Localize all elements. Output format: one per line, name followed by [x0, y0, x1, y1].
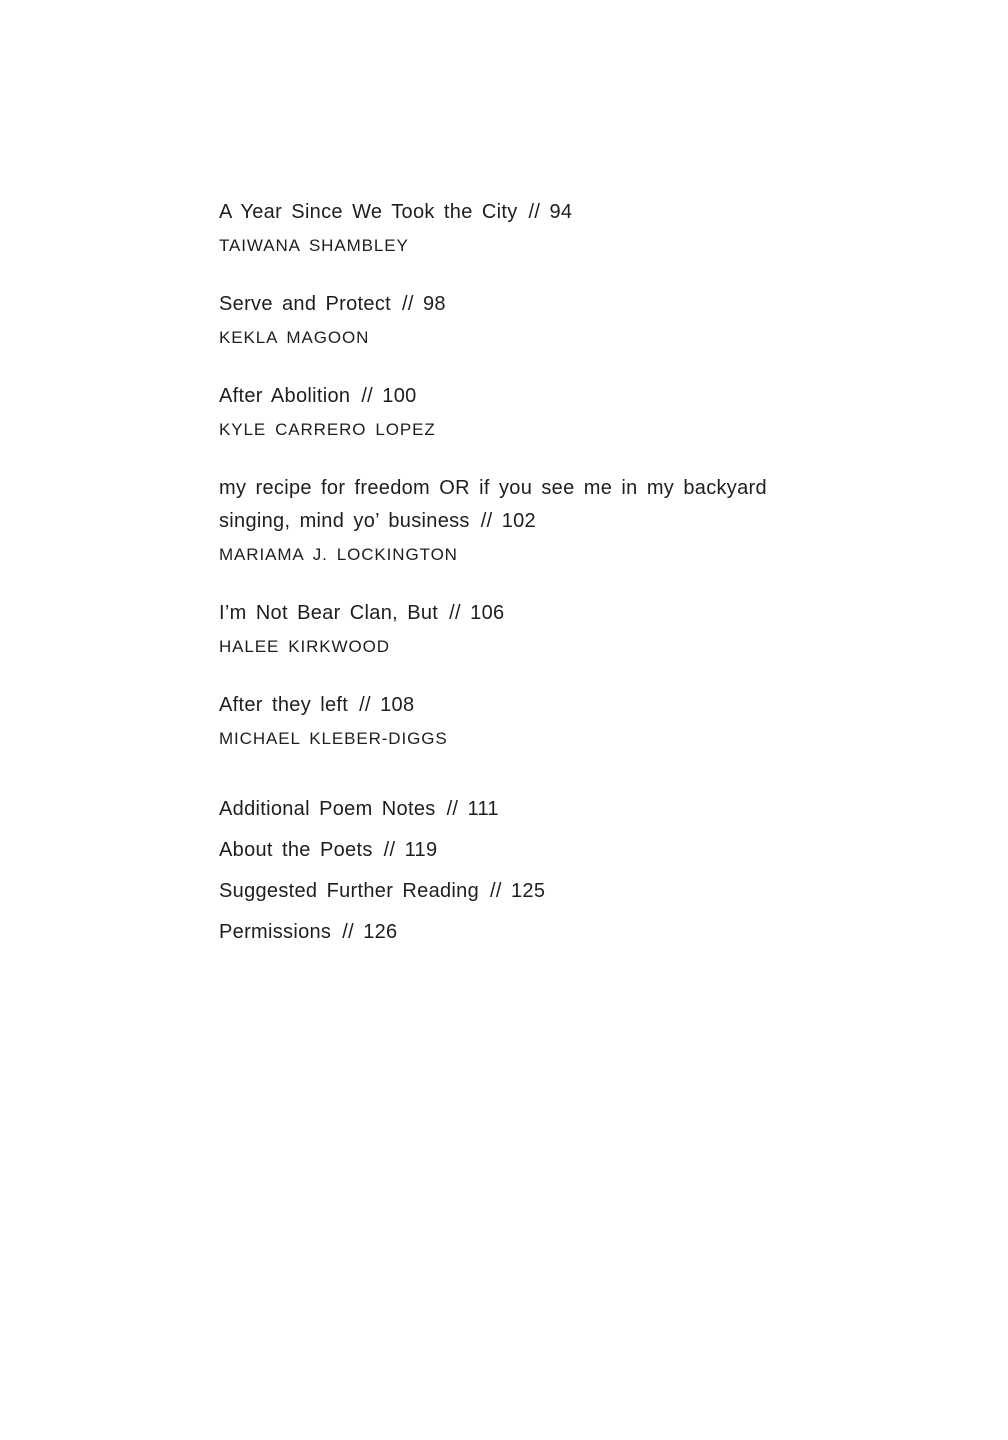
- poem-title-line: [219, 597, 879, 630]
- toc-entry: [219, 380, 879, 446]
- back-matter-title: Permissions: [219, 921, 332, 943]
- poem-title: Serve and Protect: [219, 293, 391, 315]
- poem-author: KEKLA MAGOON: [219, 328, 370, 347]
- page-reference: // 111: [446, 798, 499, 820]
- poem-title-line: [219, 689, 879, 722]
- page-reference: // 98: [402, 293, 446, 315]
- page-reference: // 119: [383, 839, 438, 861]
- poem-author: HALEE KIRKWOOD: [219, 637, 390, 656]
- poem-author: MARIAMA J. LOCKINGTON: [219, 545, 458, 564]
- page-reference: // 126: [342, 921, 398, 943]
- back-matter-item: [219, 912, 879, 953]
- poem-title: After Abolition: [219, 385, 351, 407]
- poem-title: I’m Not Bear Clan, But: [219, 602, 439, 624]
- back-matter-item: [219, 871, 879, 912]
- poem-title-line: [219, 380, 879, 413]
- page-reference: // 125: [490, 880, 546, 902]
- poem-title: After they left: [219, 694, 349, 716]
- toc-entry: [219, 597, 879, 663]
- back-matter-title: Suggested Further Reading: [219, 880, 480, 902]
- poem-author: KYLE CARRERO LOPEZ: [219, 420, 436, 439]
- poem-title-line: [219, 196, 879, 229]
- toc-entry: [219, 472, 879, 571]
- toc-entry: [219, 196, 879, 262]
- poem-title-line: [219, 472, 879, 505]
- back-matter-item: [219, 830, 879, 871]
- poem-title-line: [219, 505, 879, 538]
- poem-title: my recipe for freedom OR if you see me in my backyard: [219, 477, 767, 499]
- toc-entry: [219, 689, 879, 755]
- page-reference: // 102: [480, 510, 536, 532]
- poem-title-line: [219, 288, 879, 321]
- poem-author: TAIWANA SHAMBLEY: [219, 236, 409, 255]
- page-reference: // 94: [528, 201, 573, 223]
- poem-author: MICHAEL KLEBER-DIGGS: [219, 729, 448, 748]
- back-matter-title: Additional Poem Notes: [219, 798, 436, 820]
- page-reference: // 106: [449, 602, 505, 624]
- page-reference: // 108: [359, 694, 415, 716]
- poem-title: singing, mind yo’ business: [219, 510, 470, 532]
- back-matter-item: [219, 789, 879, 830]
- back-matter-list: [219, 789, 879, 953]
- poem-title: A Year Since We Took the City: [219, 201, 518, 223]
- page-reference: // 100: [361, 385, 417, 407]
- back-matter-title: About the Poets: [219, 839, 373, 861]
- toc-entry: [219, 288, 879, 354]
- table-of-contents: [219, 196, 879, 953]
